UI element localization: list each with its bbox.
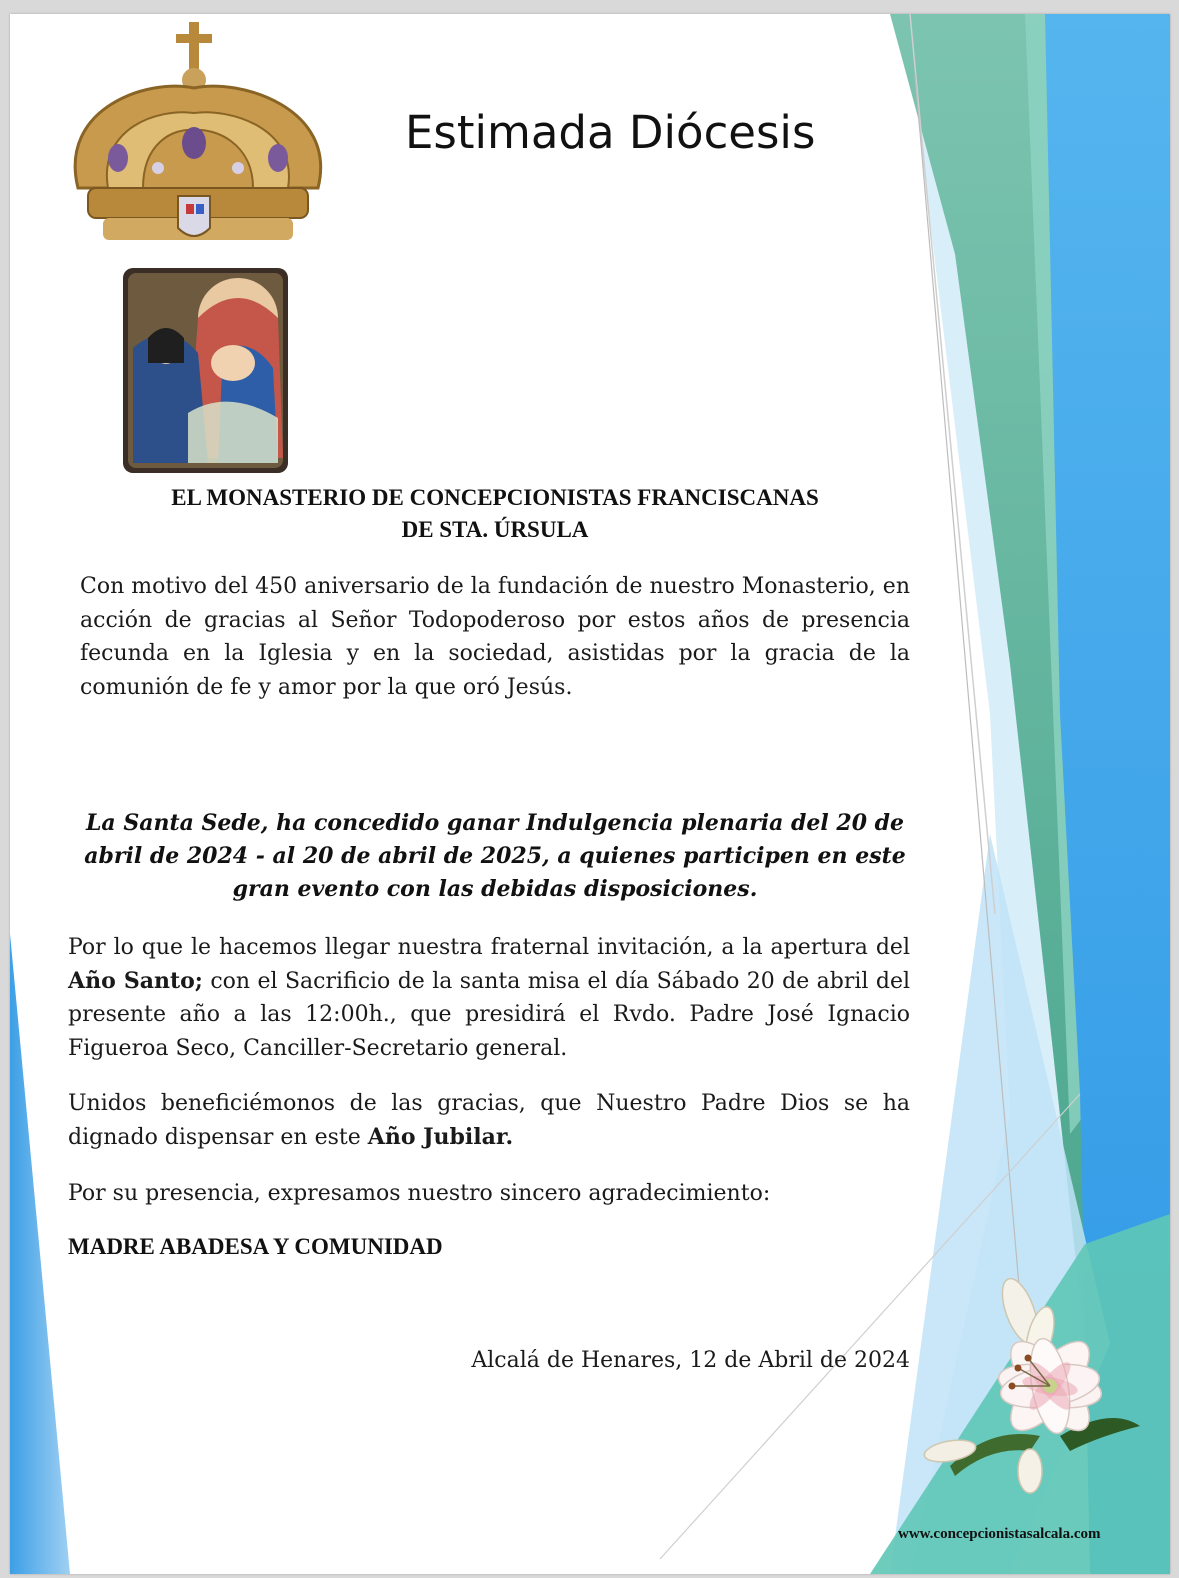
signature: MADRE ABADESA Y COMUNIDAD [68,1234,443,1259]
anniversary-paragraph: Con motivo del 450 aniversario de la fundación de nuestro Monasterio, en acción de gracias al Señor Todopoderoso por estos años de presencia fecunda en la Iglesia y en la sociedad, asistidas por la gracia de la comunión de fe y amor por la que oró Jesús. [80,574,910,700]
website-link[interactable]: www.concepcionistasalcala.com [898,1526,1101,1542]
document-page [10,14,1170,1574]
invitation-text-b: con el Sacrificio de la santa misa el día Sábado 20 de abril del presente año a las 12:00h., que presidirá el Rvdo. Padre José Ignacio Figueroa Seco, Canciller-Secretario general. [68,968,910,1061]
ano-santo-bold: Año Santo; [68,967,203,994]
invitation-paragraph [68,931,910,1065]
monastery-heading [80,482,910,546]
indulgence-notice: La Santa Sede, ha concedido ganar Indulgencia plenaria del 20 de abril de 2024 - al 20 de abril de 2025, a quienes participen en este gran evento con las debidas disposiciones. [84,810,906,902]
heading-line-2: DE STA. ÚRSULA [401,517,589,542]
crown-emblem-icon [48,18,348,478]
lily-flower-icon [910,1276,1150,1496]
date-line: Alcalá de Henares, 12 de Abril de 2024 [471,1348,910,1373]
ano-jubilar-bold: Año Jubilar. [367,1123,514,1150]
heading-line-1: EL MONASTERIO DE CONCEPCIONISTAS FRANCISCANAS [171,485,819,510]
jubilee-paragraph [68,1087,910,1154]
jubilee-text: Unidos beneficiémonos de las gracias, que Nuestro Padre Dios se ha dignado dispensar en este [68,1091,910,1150]
page-title: Estimada Diócesis [405,106,816,159]
thanks-paragraph: Por su presencia, expresamos nuestro sincero agradecimiento: [68,1181,771,1206]
invitation-text-a: Por lo que le hacemos llegar nuestra fraternal invitación, a la apertura del [68,935,910,960]
